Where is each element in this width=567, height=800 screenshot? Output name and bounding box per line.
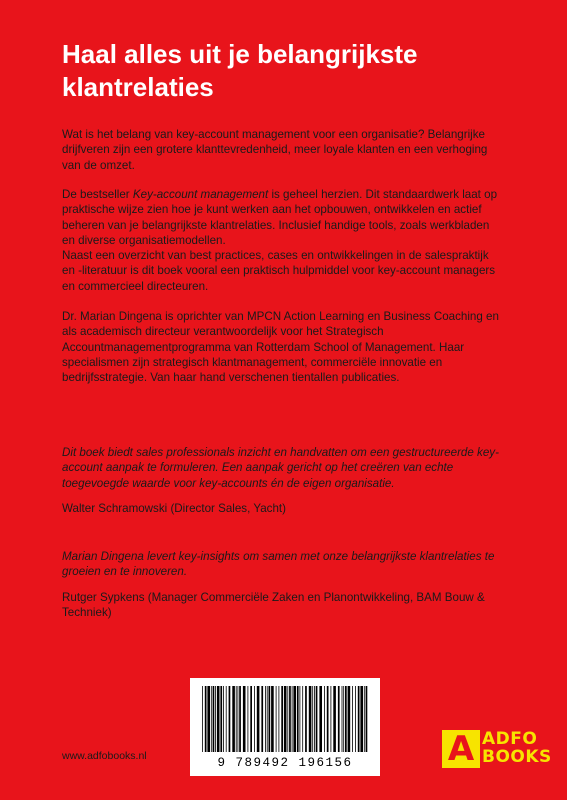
barcode-bar — [284, 686, 287, 752]
barcode-bar — [232, 686, 235, 752]
barcode-bar — [348, 686, 351, 752]
barcode-bar — [229, 686, 231, 752]
barcode-bar — [207, 686, 210, 752]
intro-paragraph — [62, 127, 502, 173]
barcode-bar — [213, 686, 215, 752]
bestseller-extra: Naast een overzicht van best practices, cases en ontwikkelingen in de salespraktijk en -literatuur is dit boek vooral een praktisch hulpmiddel voor key-account managers en commercieel directeuren. — [62, 249, 496, 293]
barcode-bar — [215, 686, 216, 752]
bestseller-text — [62, 187, 502, 248]
barcode-bar — [202, 686, 203, 752]
barcode-bar — [238, 686, 239, 752]
barcode-bar — [355, 686, 356, 752]
barcode-bar — [309, 686, 312, 752]
barcode-bar — [305, 686, 307, 752]
headline-line-1: Haal alles uit je belangrijkste — [62, 39, 418, 69]
barcode-bar — [297, 686, 299, 752]
testimonial-1 — [62, 445, 502, 516]
barcode-bar — [254, 686, 255, 752]
barcode-bar — [345, 686, 347, 752]
barcode-bar — [293, 686, 296, 752]
barcode-bar — [343, 686, 344, 752]
barcode-bar — [360, 686, 363, 752]
barcode-bar — [261, 686, 263, 752]
logo-line-1: ADFO — [482, 729, 538, 749]
barcode-bar — [257, 686, 260, 752]
testimonial-2 — [62, 549, 502, 620]
barcode-bar — [342, 686, 343, 752]
logo-wordmark — [482, 730, 552, 766]
barcode-bar — [319, 686, 322, 752]
barcode-bar — [220, 686, 222, 752]
adfo-books-logo — [442, 728, 552, 772]
barcode-bar — [352, 686, 353, 752]
barcode-bar — [331, 686, 332, 752]
barcode-bar — [316, 686, 318, 752]
bestseller-suffix: is geheel herzien. Dit standaardwerk laat op praktische wijze zien hoe je kunt werken aan het opbouwen, ontwikkelen en actief beheren van je belangrijkste klantrelaties. Inclusief handige tools, zoals werkbladen en diverse organisatiemodellen. — [62, 188, 498, 247]
author-bio-text: Dr. Marian Dingena is oprichter van MPCN Action Learning en Business Coaching en als academisch directeur verantwoordelijk voor het Strategisch Accountmanagementprogramma van Rotterdam School of Management. Haar specialismen zijn strategisch klantmanagement, commerciële innovatie en bedrijfsstrategie. Van haar hand verschenen tientallen publicaties. — [62, 310, 499, 385]
barcode-bar — [223, 686, 224, 752]
barcode-bar — [243, 686, 246, 752]
testimonial-quote: Dit boek biedt sales professionals inzicht en handvatten om een gestructureerde key-account aanpak te formuleren. Een aanpak gericht op het creëren van echte toegevoegde waarde voor key-accounts én de eigen organisatie. — [62, 446, 499, 490]
barcode-bar — [205, 686, 207, 752]
barcode-bar — [287, 686, 288, 752]
intro-text: Wat is het belang van key-account management voor een organisatie? Belangrijke drijfveren zijn een grotere klanttevredenheid, meer loyale klanten en een verhoging van de omzet. — [62, 128, 488, 172]
bestseller-paragraph — [62, 187, 502, 294]
barcode-bar — [338, 686, 340, 752]
barcode-bar — [302, 686, 303, 752]
barcode-bar — [366, 686, 368, 752]
barcode-bar — [269, 686, 271, 752]
book-title: Key-account management — [132, 188, 269, 201]
barcode-bar — [276, 686, 277, 752]
barcode-bars — [200, 686, 370, 752]
logo-line-2: BOOKS — [482, 747, 552, 767]
barcode-bar — [292, 686, 293, 752]
author-bio — [62, 309, 502, 385]
testimonial-quote: Marian Dingena levert key-insights om samen met onze belangrijkste klantrelaties te groeien en te innoveren. — [62, 550, 495, 579]
barcode-bar — [217, 686, 220, 752]
barcode-bar — [333, 686, 336, 752]
barcode-bar — [271, 686, 274, 752]
back-cover-headline — [62, 38, 532, 104]
publisher-website: www.adfobooks.nl — [62, 750, 147, 762]
testimonial-attribution: Walter Schramowski (Director Sales, Yacht) — [62, 501, 286, 515]
testimonial-attribution: Rutger Sypkens (Manager Commerciële Zaken en Planontwikkeling, BAM Bouw & Techniek) — [62, 590, 485, 619]
barcode-bar — [281, 686, 283, 752]
bestseller-prefix: De bestseller — [62, 188, 133, 201]
barcode-bar — [358, 686, 360, 752]
logo-letter-mark: A — [442, 730, 480, 768]
barcode-bar — [364, 686, 365, 752]
barcode-bar — [211, 686, 212, 752]
barcode-bar — [327, 686, 329, 752]
barcode-bar — [265, 686, 266, 752]
barcode-bar — [289, 686, 291, 752]
barcode-bar — [226, 686, 227, 752]
barcode-bar — [300, 686, 301, 752]
isbn-barcode — [190, 678, 380, 776]
isbn-number: 9 789492 196156 — [217, 756, 353, 770]
barcode-bar — [250, 686, 252, 752]
barcode-bar — [314, 686, 315, 752]
headline-line-2: klantrelaties — [62, 72, 214, 102]
barcode-bar — [248, 686, 249, 752]
barcode-bar — [312, 686, 313, 752]
barcode-bar — [324, 686, 325, 752]
barcode-bar — [267, 686, 268, 752]
barcode-bar — [236, 686, 237, 752]
barcode-bar — [279, 686, 280, 752]
barcode-bar — [239, 686, 241, 752]
